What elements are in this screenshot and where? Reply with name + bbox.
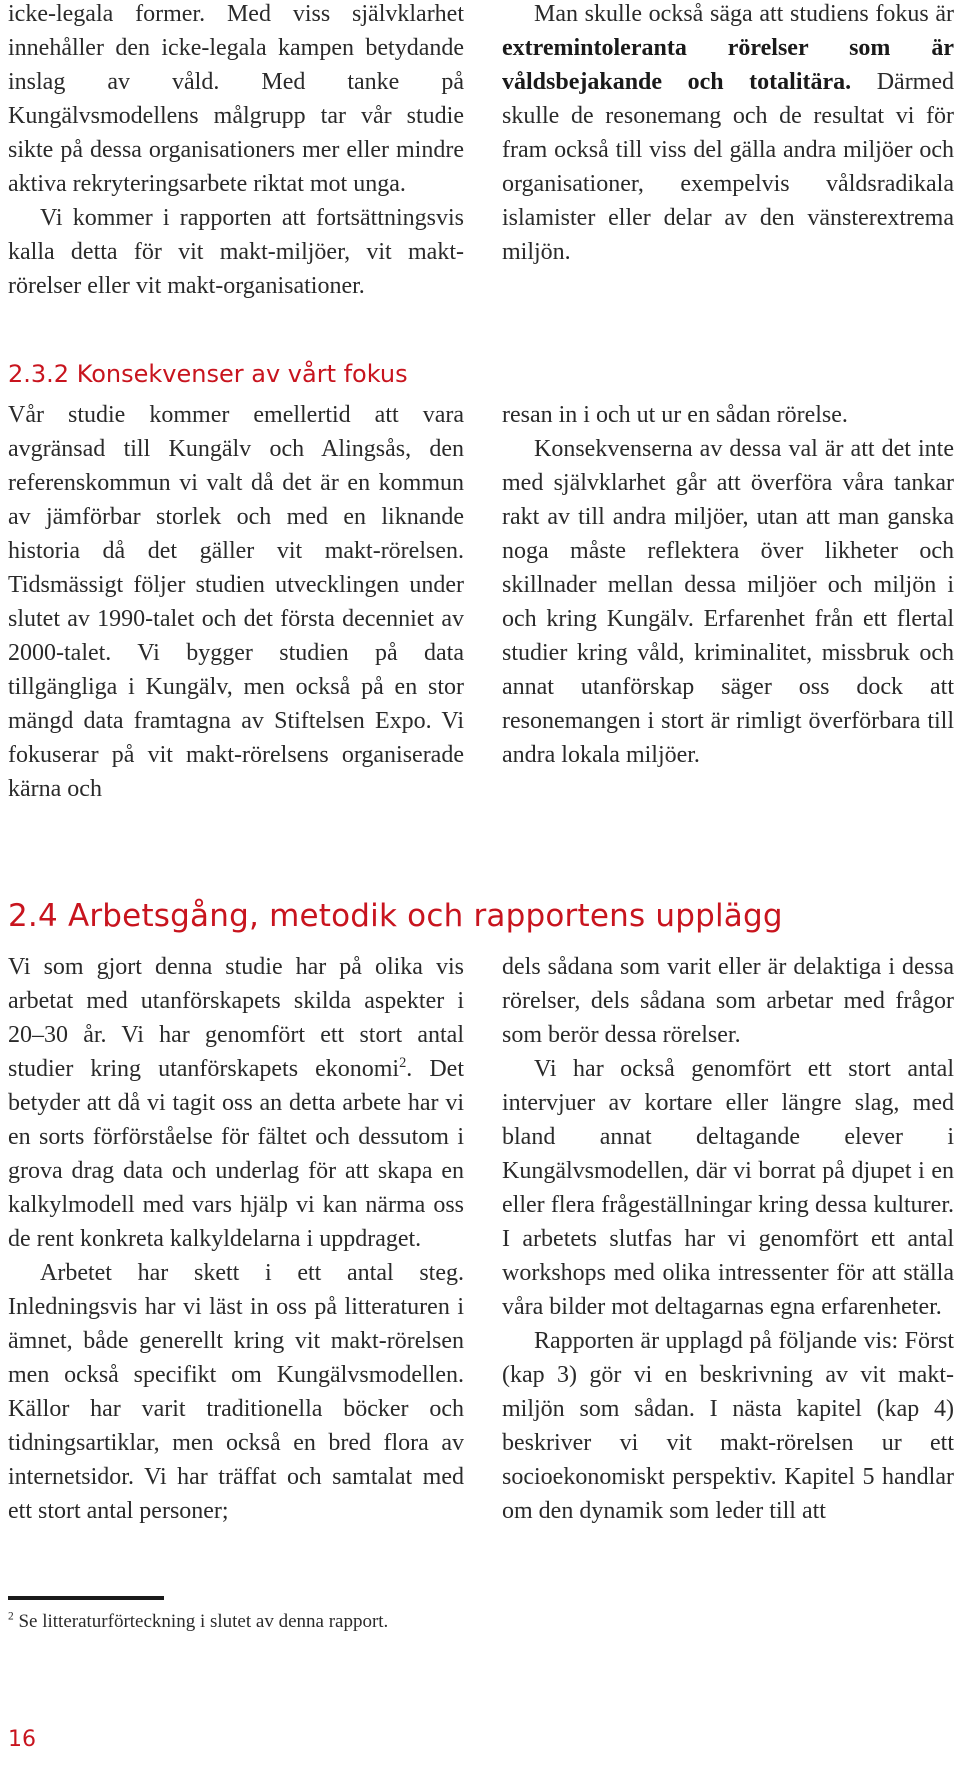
text-run: Vi som gjort denna studie har på olika vis arbetat med utanförskapets skilda aspekter i 20–30 år. Vi har genomfört ett stort antal studier kring utanförskapets ekonomi — [8, 954, 464, 1082]
section-heading-2-3-2: 2.3.2 Konsekvenser av vårt fokus — [8, 360, 408, 388]
section-2-4-right-column — [502, 950, 954, 1528]
paragraph: Konsekvenserna av dessa val är att det inte med självklarhet går att överföra våra tankar rakt av till andra miljöer, utan att man ganska noga måste reflektera över likheter och skillnader mellan dessa miljöer och miljön i och kring Kungälv. Erfarenhet från ett flertal studier kring våld, kriminalitet, missbruk och annat utanförskap säger oss dock att resonemangen i stort är rimligt överförbara till andra lokala miljöer. — [502, 436, 954, 768]
bold-text-run: extremintoleranta rörelser som är våldsbejakande och totalitära. — [502, 35, 954, 95]
footnote-divider — [8, 1596, 164, 1600]
section-2-3-2-left-column — [8, 398, 464, 806]
section-2-3-2-right-column — [502, 398, 954, 772]
page-number: 16 — [8, 1727, 36, 1752]
paragraph: Rapporten är upplagd på följande vis: Först (kap 3) gör vi en beskrivning av vit makt-miljön som sådan. I nästa kapitel (kap 4) beskriver vi vit makt-rörelsen ur ett socioekonomiskt perspektiv. Kapitel 5 handlar om den dynamik som leder till att — [502, 1328, 954, 1524]
paragraph: dels sådana som varit eller är delaktiga i dessa rörelser, dels sådana som arbetar med frågor som berör dessa rörelser. — [502, 954, 954, 1048]
paragraph: icke-legala former. Med viss självklarhet innehåller den icke-legala kampen betydande inslag av våld. Med tanke på Kungälvsmodellens målgrupp tar vår studie sikte på dessa organisationers mer eller mindre aktiva rekryteringsarbete riktat mot unga. — [8, 1, 464, 197]
footnote-number: 2 — [8, 1610, 14, 1623]
text-run: Man skulle också säga att studiens fokus är — [534, 1, 954, 27]
paragraph: Arbetet har skett i ett antal steg. Inledningsvis har vi läst in oss på litteraturen i ämnet, både generellt kring vit makt-rörelsen men också specifikt om Kungälvsmodellen. Källor har varit traditionella böcker och tidningsartiklar, men också en bred flora av internetsidor. Vi har träffat och samtalat med ett stort antal personer; — [8, 1260, 464, 1524]
paragraph: Vår studie kommer emellertid att vara avgränsad till Kungälv och Alingsås, den referenskommun vi valt då det är en kommun av jämförbar storlek och med en liknande historia då det gäller vit makt-rörelsen. Tidsmässigt följer studien utvecklingen under slutet av 1990-talet och det första decenniet av 2000-talet. Vi bygger studien på data tillgängliga i Kungälv, men också på en stor mängd data framtagna av Stiftelsen Expo. Vi fokuserar på vit makt-rörelsens organiserade kärna och — [8, 402, 464, 802]
section-2-4-left-column — [8, 950, 464, 1528]
footnote-text: Se litteraturförteckning i slutet av denna rapport. — [18, 1611, 389, 1632]
paragraph — [8, 950, 464, 1256]
text-run: . Det betyder att då vi tagit oss an detta arbete har vi en sorts förförståelse för fältet och dessutom i grova drag data och underlag för att skapa en kalkylmodell med vars hjälp vi kan närma oss de rent konkreta kalkyldelarna i uppdraget. — [8, 1056, 464, 1252]
footnote — [8, 1611, 388, 1633]
text-run: Därmed skulle de resonemang och de resultat vi för fram också till viss del gälla andra miljöer och organisationer, exempelvis våldsradikala islamister eller delar av den vänsterextrema miljön. — [502, 69, 954, 265]
paragraph — [502, 0, 954, 269]
top-right-column — [502, 0, 954, 269]
paragraph: Vi kommer i rapporten att fortsättningsvis kalla detta för vit makt-miljöer, vit makt-rörelser eller vit makt-organisationer. — [8, 205, 464, 299]
footnote-reference: 2 — [399, 1055, 407, 1071]
paragraph: Vi har också genomfört ett stort antal intervjuer av kortare eller längre slag, med bland annat deltagande elever i Kungälvsmodellen, där vi borrat på djupet i en eller flera frågeställningar kring dessa kulturer. I arbetets slutfas har vi genomfört ett antal workshops med olika intressenter för att ställa våra bilder mot deltagarnas egna erfarenheter. — [502, 1056, 954, 1320]
section-heading-2-4: 2.4 Arbetsgång, metodik och rapportens upplägg — [8, 898, 783, 934]
top-left-column — [8, 0, 464, 303]
paragraph: resan in i och ut ur en sådan rörelse. — [502, 402, 848, 428]
